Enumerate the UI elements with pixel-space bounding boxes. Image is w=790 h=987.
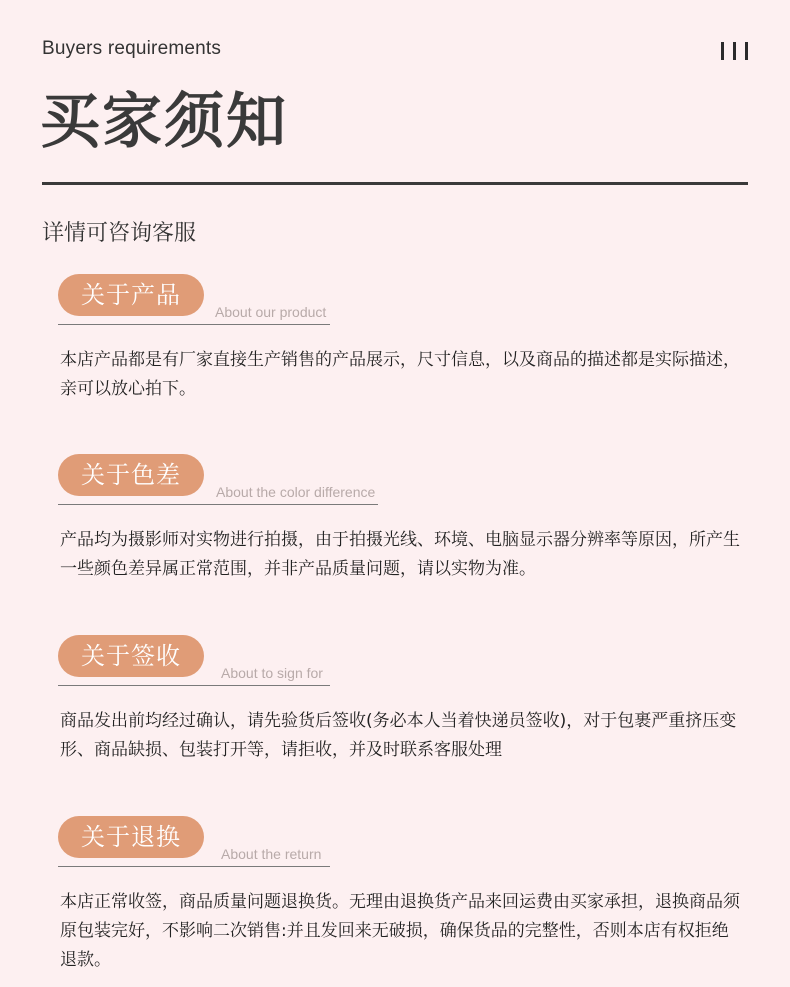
section-color-difference [58, 454, 748, 579]
section-underline [58, 685, 330, 686]
section-body: 本店正常收签，商品质量问题退换货。无理由退换货产品来回运费由买家承担，退换商品须原包装完好，不影响二次销售:并且发回来无破损，确保货品的完整性，否则本店有权拒绝退款。 [60, 892, 740, 970]
section-underline [58, 504, 378, 505]
section-body: 产品均为摄影师对实物进行拍摄，由于拍摄光线、环境、电脑显示器分辨率等原因，所产生一些颜色差异属正常范围，并非产品质量问题，请以实物为准。 [60, 530, 740, 579]
section-body: 商品发出前均经过确认，请先验货后签收(务必本人当着快递员签收)，对于包裹严重挤压变形、商品缺损、包装打开等，请拒收，并及时联系客服处理 [60, 711, 737, 760]
bar-2 [733, 42, 736, 60]
section-title-pill: 关于色差 [58, 454, 204, 496]
consult-text: 详情可咨询客服 [42, 221, 197, 246]
section-body: 本店产品都是有厂家直接生产销售的产品展示，尺寸信息，以及商品的描述都是实际描述，亲可以放心拍下。 [60, 350, 740, 399]
section-subtitle-en: About the color difference [216, 484, 376, 500]
section-subtitle-en: About the return [221, 846, 322, 862]
section-title-pill: 关于签收 [58, 635, 204, 677]
section-underline [58, 866, 330, 867]
section-subtitle-en: About to sign for [221, 665, 323, 681]
title-divider [42, 182, 748, 185]
page-title: 买家须知 [40, 87, 288, 157]
section-product [58, 274, 748, 399]
section-subtitle-en: About our product [215, 304, 327, 320]
section-title-pill: 关于产品 [58, 274, 204, 316]
section-return [58, 816, 748, 970]
section-sign-for [58, 635, 748, 760]
decorative-bars-icon [721, 42, 748, 60]
subtitle-en: Buyers requirements [42, 38, 222, 59]
bar-1 [721, 42, 724, 60]
bar-3 [745, 42, 748, 60]
section-underline [58, 324, 330, 325]
section-title-pill: 关于退换 [58, 816, 204, 858]
